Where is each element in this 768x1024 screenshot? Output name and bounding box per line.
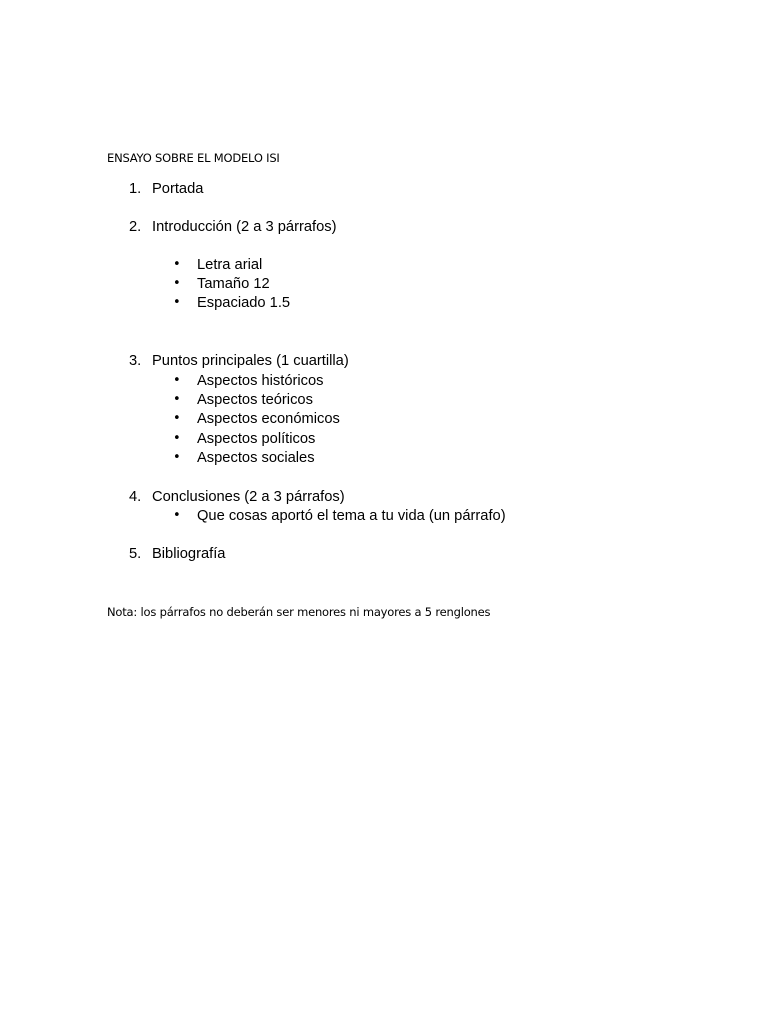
list-number: 2. (129, 219, 142, 235)
document-note: Nota: los párrafos no deberán ser menores ni mayores a 5 renglones (107, 605, 491, 619)
bullet-icon: • (173, 508, 181, 523)
list-number: 4. (129, 489, 142, 505)
bullet-icon: • (173, 295, 181, 310)
bullet-icon: • (173, 450, 181, 465)
list-number: 1. (129, 181, 142, 197)
bullet-icon: • (173, 411, 181, 426)
bullet-label: Aspectos económicos (197, 411, 340, 427)
bullet-icon: • (173, 276, 181, 291)
document-title: ENSAYO SOBRE EL MODELO ISI (107, 151, 280, 165)
bullet-icon: • (173, 431, 181, 446)
bullet-label: Que cosas aportó el tema a tu vida (un párrafo) (197, 508, 506, 524)
list-item-label: Conclusiones (2 a 3 párrafos) (152, 489, 345, 505)
list-item-label: Bibliografía (152, 546, 226, 562)
bullet-label: Aspectos teóricos (197, 392, 313, 408)
bullet-label: Aspectos históricos (197, 373, 324, 389)
list-item-label: Portada (152, 181, 204, 197)
bullet-label: Letra arial (197, 257, 263, 273)
bullet-icon: • (173, 373, 181, 388)
bullet-label: Aspectos políticos (197, 431, 316, 447)
list-number: 3. (129, 353, 142, 369)
bullet-icon: • (173, 257, 181, 272)
bullet-label: Tamaño 12 (197, 276, 270, 292)
bullet-label: Espaciado 1.5 (197, 295, 291, 311)
list-number: 5. (129, 546, 142, 562)
bullet-label: Aspectos sociales (197, 450, 315, 466)
bullet-icon: • (173, 392, 181, 407)
list-item-label: Puntos principales (1 cuartilla) (152, 353, 349, 369)
list-item-label: Introducción (2 a 3 párrafos) (152, 219, 337, 235)
